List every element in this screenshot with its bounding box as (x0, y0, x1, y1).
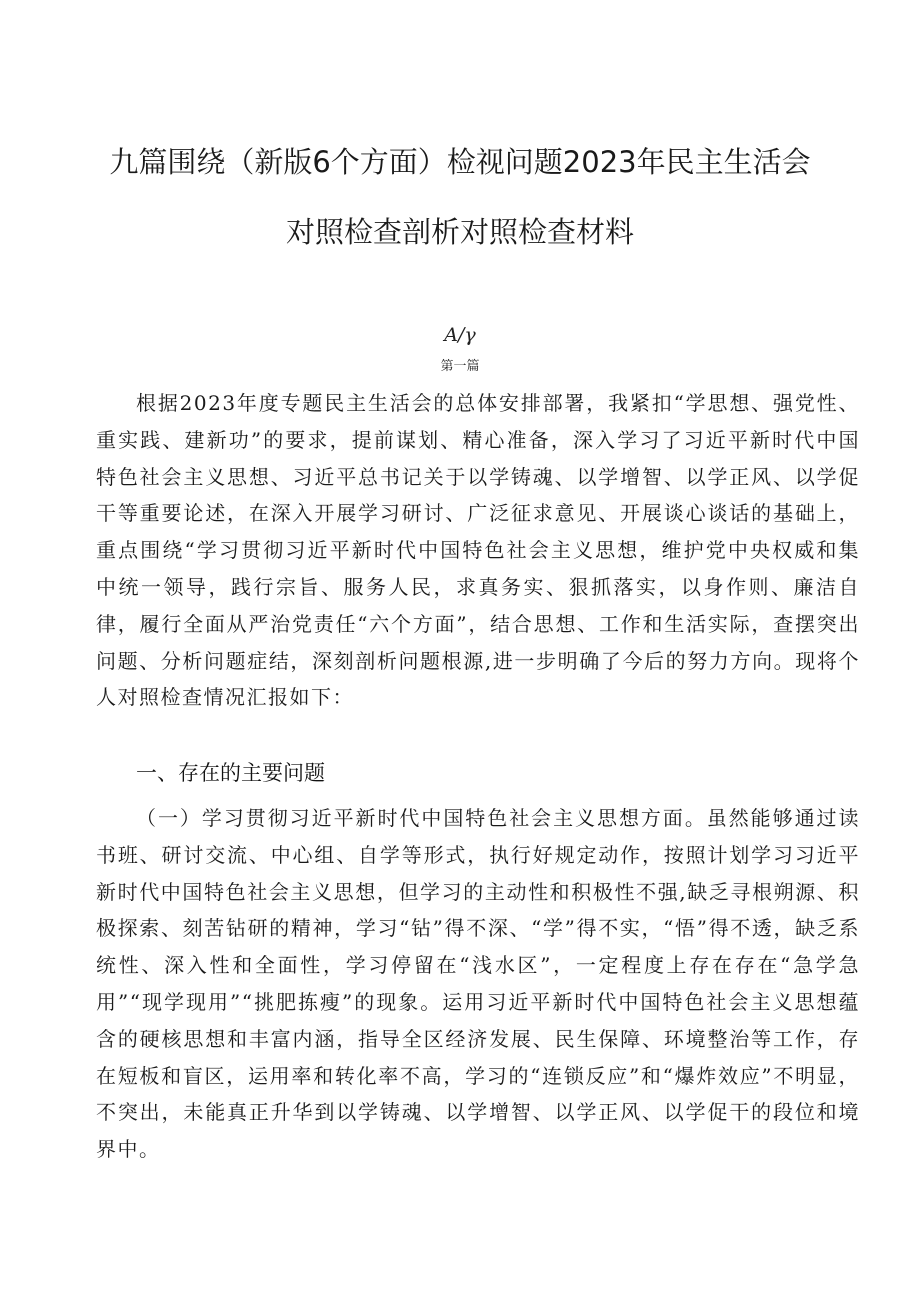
document-title-line-2: 对照检查剖析对照检查材料 (285, 215, 634, 249)
section-mark: A∕γ (444, 324, 476, 346)
problem-paragraph-1: （一）学习贯彻习近平新时代中国特色社会主义思想方面。虽然能够通过读书班、研讨交流、中心组、自学等形式，执行好规定动作，按照计划学习习近平新时代中国特色社会主义思想，但学习的主动性和积极性不强,缺乏寻根朔源、积极探索、刻苦钻研的精神，学习“钻”得不深、“学”得不实，“悟”得不透，缺乏系统性、深入性和全面性，学习停留在“浅水区”，一定程度上存在存在“急学急用”“现学现用”“挑肥拣瘦”的现象。运用习近平新时代中国特色社会主义思想蕴含的硬核思想和丰富内涵，指导全区经济发展、民生保障、环境整治等工作，存在短板和盲区，运用率和转化率不高，学习的“连锁反应”和“爆炸效应”不明显，不突出，未能真正升华到以学铸魂、以学增智、以学正风、以学促干的段位和境界中。 (96, 806, 860, 1162)
section-subtitle: 第一篇 (440, 359, 480, 374)
document-title-line-1: 九篇围绕（新版6个方面）检视问题2023年民主生活会 (109, 145, 811, 179)
section-heading: 一、存在的主要问题 (136, 761, 325, 785)
intro-paragraph: 根据2023年度专题民主生活会的总体安排部署，我紧扣“学思想、强党性、重实践、建新功”的要求，提前谋划、精心准备，深入学习了习近平新时代中国特色社会主义思想、习近平总书记关于以学铸魂、以学增智、以学正风、以学促干等重要论述，在深入开展学习研讨、广泛征求意见、开展谈心谈话的基础上，重点围绕“学习贯彻习近平新时代中国特色社会主义思想，维护党中央权威和集中统一领导，践行宗旨、服务人民，求真务实、狠抓落实，以身作则、廉洁自律，履行全面从严治党责任“六个方面”，结合思想、工作和生活实际，查摆突出问题、分析问题症结，深刻剖析问题根源,进一步明确了今后的努力方向。现将个人对照检查情况汇报如下： (96, 391, 860, 710)
